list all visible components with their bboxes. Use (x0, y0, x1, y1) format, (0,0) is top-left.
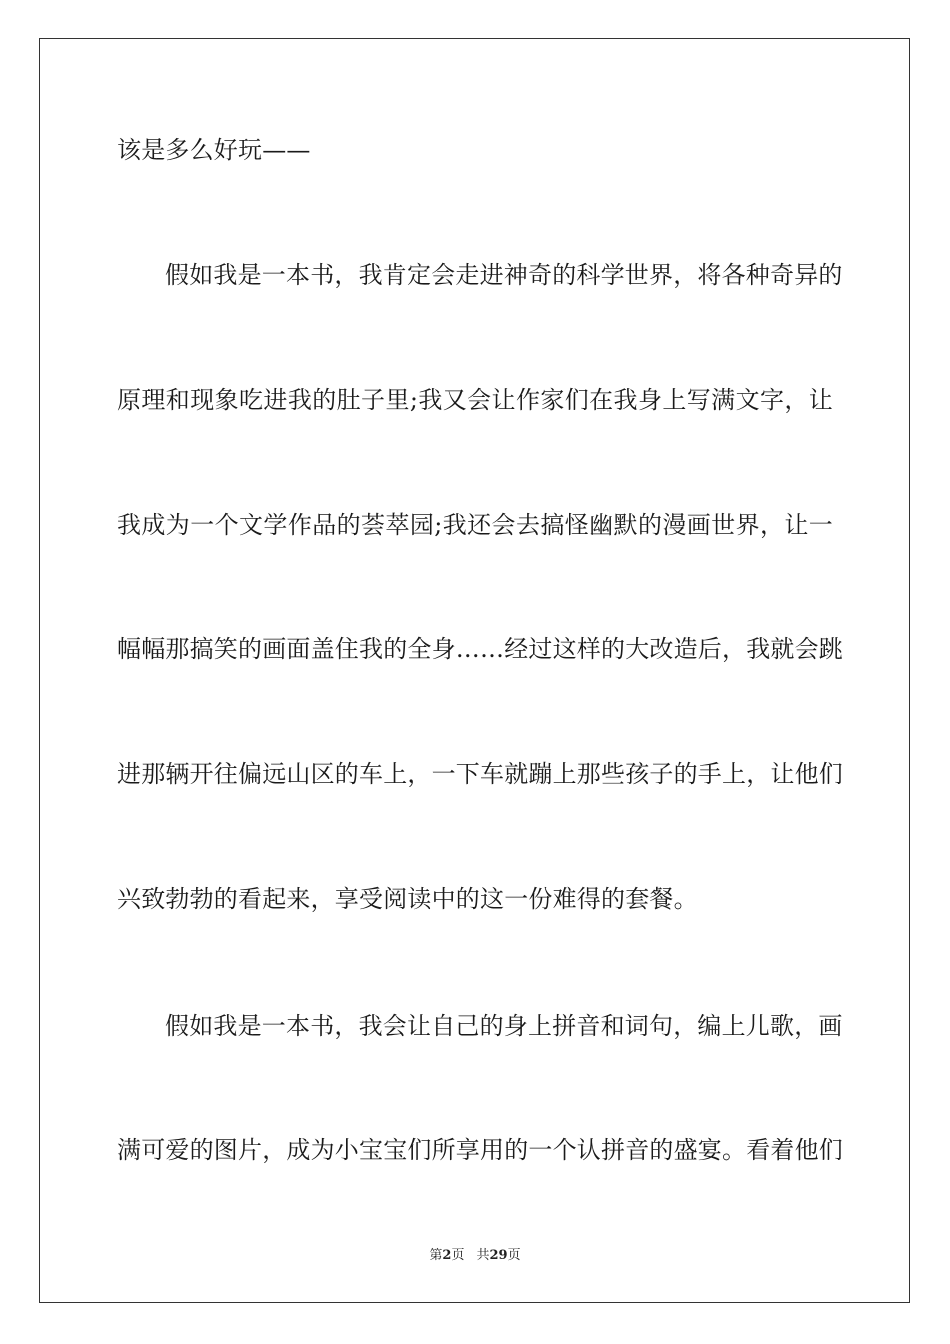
paragraph-first-line: 假如我是一本书，我会让自己的身上拼音和词句，编上儿歌，画 (165, 1012, 843, 1040)
text-line: 我成为一个文学作品的荟萃园;我还会去搞怪幽默的漫画世界，让一 (117, 511, 833, 539)
page-prefix: 第 (429, 1248, 443, 1263)
page-footer (0, 1247, 950, 1265)
total-pages: 29 (489, 1248, 508, 1263)
page-suffix: 页 (451, 1248, 465, 1263)
text-line: 幅幅那搞笑的画面盖住我的全身……经过这样的大改造后，我就会跳 (117, 635, 843, 663)
text-line: 满可爱的图片，成为小宝宝们所享用的一个认拼音的盛宴。看着他们 (117, 1136, 843, 1164)
total-prefix: 共 (476, 1248, 490, 1263)
page-number: 2 (442, 1248, 452, 1263)
text-line: 原理和现象吃进我的肚子里;我又会让作家们在我身上写满文字，让 (117, 386, 833, 414)
text-line: 该是多么好玩—— (117, 136, 311, 164)
text-line: 兴致勃勃的看起来，享受阅读中的这一份难得的套餐。 (117, 885, 698, 913)
page-border (39, 38, 910, 1303)
paragraph-first-line: 假如我是一本书，我肯定会走进神奇的科学世界，将各种奇异的 (165, 261, 843, 289)
total-suffix: 页 (507, 1248, 521, 1263)
text-line: 进那辆开往偏远山区的车上，一下车就蹦上那些孩子的手上，让他们 (117, 760, 843, 788)
